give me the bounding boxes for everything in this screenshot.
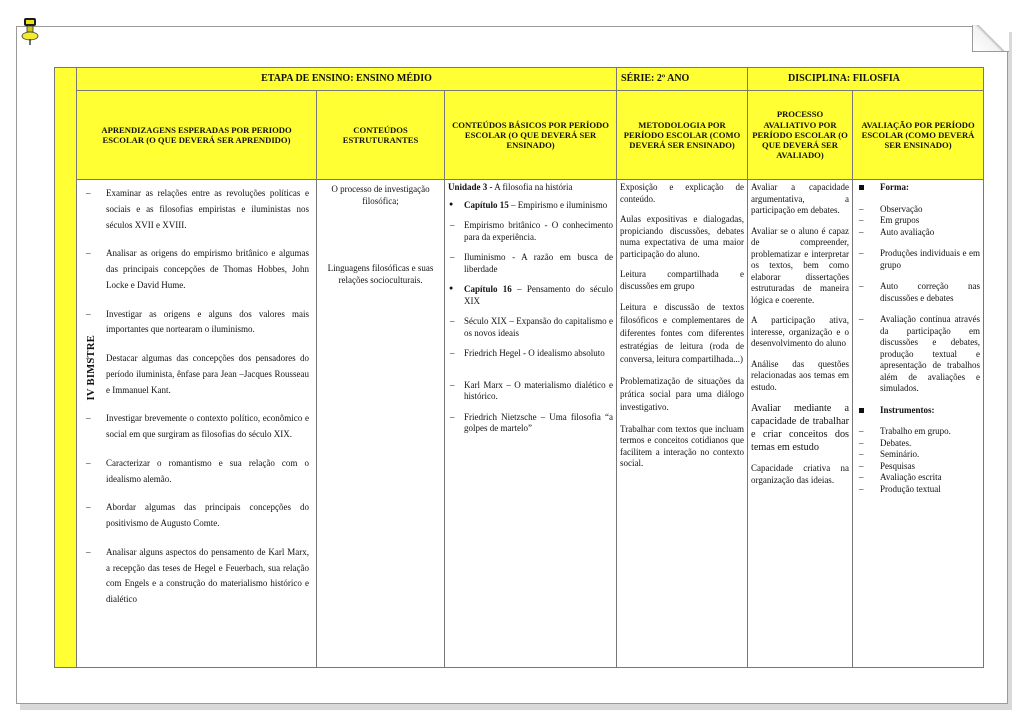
processo-item: Avaliar se o aluno é capaz de compreender, problematizar e interpretar os textos, bem como elaborar dissertações estruturadas de maneira lógica e coerente. <box>751 225 850 305</box>
metodologia-item: Problematização de situações da prática social para uma diálogo investigativo. <box>620 376 745 413</box>
bimestre-cell <box>55 68 98 668</box>
list-item: – Caracterizar o romantismo e sua relação com o idealismo alemão. <box>80 456 309 488</box>
forma-heading: Forma: <box>856 182 980 194</box>
list-item: – Em grupos <box>856 215 980 227</box>
item-bold: Capítulo 15 <box>464 199 509 210</box>
serie-cell <box>617 68 748 91</box>
serie-label: SÉRIE: 2º ANO <box>621 72 690 84</box>
item-text: – Pensamento do século XIX <box>464 284 613 306</box>
list-item: – Empirismo britânico - O conhecimento para da experiência. <box>448 220 613 243</box>
list-item: – Investigar as origens e alguns dos valores mais importantes que nortearam o iluminismo. <box>80 307 309 339</box>
list-item: – Abordar algumas das principais concepções do positivismo de Augusto Comte. <box>80 500 309 532</box>
basicos-cell <box>445 180 617 668</box>
list-item: – Século XIX – Expansão do capitalismo e os novos ideais <box>448 316 613 339</box>
content-row <box>55 180 984 668</box>
estruturante-item: Linguagens filosóficas e suas relações socioculturais. <box>327 263 434 285</box>
list-item: – Avaliação escrita <box>856 472 980 484</box>
avaliacao-cell <box>853 180 984 668</box>
list-item: – Avaliação contínua através da participação em discussões e debates, produção textual e apresentação de trabalhos além de avaliações e simulados. <box>856 314 980 395</box>
etapa-label: ETAPA DE ENSINO: ENSINO MÉDIO <box>261 72 432 84</box>
list-item: – Examinar as relações entre as revoluções políticas e sociais e as filosofias empiristas e iluministas nos séculos XVII e XVIII. <box>80 186 309 233</box>
col-header-processo: PROCESSO AVALIATIVO POR PERÍODO ESCOLAR (O QUE DEVERÁ SER AVALIADO) <box>748 91 853 180</box>
metodologia-cell <box>617 180 748 668</box>
list-item: – Seminário. <box>856 449 980 461</box>
aprendizagens-cell <box>77 180 317 668</box>
list-item: – Analisar as origens do empirismo britânico e algumas das principais concepções de Thomas Hobbes, John Locke e David Hume. <box>80 246 309 293</box>
list-item: – Friedrich Hegel - O idealismo absoluto <box>448 348 613 360</box>
list-item: – Friedrich Nietzsche – Uma filosofia “a golpes de martelo” <box>448 412 613 435</box>
metodologia-item: Leitura compartilhada e discussões em grupo <box>620 269 745 291</box>
etapa-cell <box>77 68 617 91</box>
curriculum-table <box>54 67 984 668</box>
list-item: – Trabalho em grupo. <box>856 426 980 438</box>
pushpin-icon <box>20 16 40 46</box>
processo-item: A participação ativa, interesse, organização e o desenvolvimento do aluno <box>751 315 850 349</box>
disciplina-label: DISCIPLINA: FILOSFIA <box>788 72 900 84</box>
list-item: – Auto correção nas discussões e debates <box>856 281 980 304</box>
unidade-heading <box>448 182 613 194</box>
metodologia-item: Aulas expositivas e dialogadas, propiciando discussões, debates numa expectativa de uma maior participação do aluno. <box>620 214 745 259</box>
processo-item: Análise das questões relacionadas aos temas em estudo. <box>751 358 850 392</box>
metodologia-item: Exposição e explicação de conteúdo. <box>620 182 745 204</box>
estruturantes-cell <box>317 180 445 668</box>
metodologia-item: Trabalhar com textos que incluam termos e conceitos cotidianos que facilitem a interação no contexto social. <box>620 423 745 469</box>
list-item: – Observação <box>856 204 980 216</box>
unidade-text: A filosofia na história <box>492 182 573 192</box>
col-header-metodologia: METODOLOGIA POR PERÍODO ESCOLAR (COMO DEVERÁ SER ENSINADO) <box>617 91 748 180</box>
processo-item: Capacidade criativa na organização das ideias. <box>751 463 850 485</box>
list-item: – Karl Marx – O materialismo dialético e histórico. <box>448 380 613 403</box>
list-item: – Pesquisas <box>856 461 980 473</box>
instrumentos-heading: Instrumentos: <box>856 405 980 417</box>
estruturante-item: O processo de investigação filosófica; <box>331 184 430 206</box>
col-header-aprendizagens: APRENDIZAGENS ESPERADAS POR PERIODO ESCOLAR (O QUE DEVERÁ SER APRENDIDO) <box>77 91 317 180</box>
list-item <box>448 284 613 307</box>
item-bold: Capítulo 16 <box>464 284 512 295</box>
header-row-2 <box>55 91 984 180</box>
item-text: – Empirismo e iluminismo <box>508 199 608 210</box>
header-row-1 <box>55 68 984 91</box>
list-item <box>448 200 613 212</box>
list-item: – Destacar algumas das concepções dos pensadores do período iluminista, ênfase para Jean –Jacques Rousseau e Immanuel Kant. <box>80 351 309 398</box>
list-item: – Investigar brevemente o contexto político, econômico e social em que surgiram as filosofias do século XIX. <box>80 411 309 443</box>
col-header-avaliacao: AVALIAÇÃO POR PERÍODO ESCOLAR (COMO DEVERÁ SER ENSINADO) <box>853 91 984 180</box>
processo-item: Avaliar a capacidade argumentativa, a participação em debates. <box>751 182 850 216</box>
list-item: – Debates. <box>856 438 980 450</box>
list-item: – Auto avaliação <box>856 227 980 239</box>
processo-cell <box>748 180 853 668</box>
aprendizagens-list <box>80 186 313 608</box>
basicos-list <box>448 182 613 435</box>
list-item: – Produção textual <box>856 484 980 496</box>
processo-item: Avaliar mediante a capacidade de trabalhar e criar conceitos dos temas em estudo <box>751 403 850 454</box>
list-item: – Produções individuais e em grupo <box>856 248 980 271</box>
page-corner-fold <box>972 25 1009 52</box>
metodologia-item: Leitura e discussão de textos filosóficos e complementares de diferentes fontes com diferentes estratégias de leitura (roda de conversa, leitura compartilhada...) <box>620 302 745 365</box>
disciplina-cell <box>748 68 984 91</box>
col-header-estruturantes: CONTEÚDOS ESTRUTURANTES <box>317 91 445 180</box>
list-item: – Iluminismo - A razão em busca de liberdade <box>448 252 613 275</box>
unidade-label: Unidade 3 - <box>448 182 493 192</box>
list-item: – Analisar alguns aspectos do pensamento de Karl Marx, a recepção das teses de Hegel e Feuerbach, sua relação com Engels e a construção do materialismo histórico e dialético <box>80 545 309 608</box>
col-header-basicos: CONTEÚDOS BÁSICOS POR PERÍODO ESCOLAR (O QUE DEVERÁ SER ENSINADO) <box>445 91 617 180</box>
avaliacao-list <box>856 182 980 495</box>
bimestre-label: IV BIMSTRE <box>86 334 98 401</box>
